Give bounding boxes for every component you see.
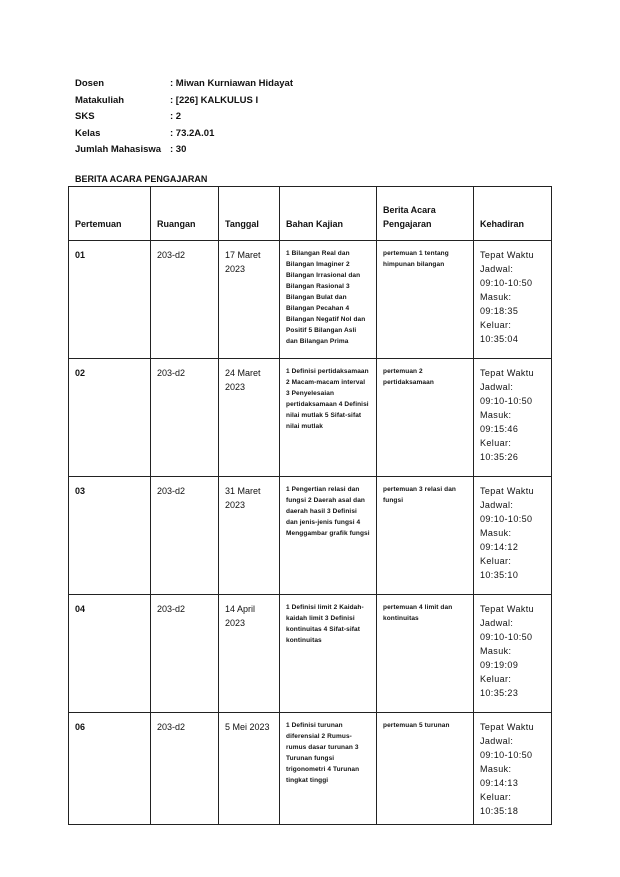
cell-berita-acara: pertemuan 5 turunan: [377, 713, 474, 825]
kehadiran-jadwal: 09:10-10:50: [480, 278, 533, 288]
kehadiran-keluar: 10:35:23: [480, 688, 519, 698]
kehadiran-masuk: 09:15:46: [480, 424, 519, 434]
kelas-label: Kelas: [75, 127, 101, 139]
sks-label: SKS: [75, 111, 95, 122]
kehadiran-masuk: 09:19:09: [480, 660, 519, 670]
kehadiran-masuk: 09:14:12: [480, 542, 519, 552]
header-ruangan: Ruangan: [151, 187, 219, 241]
kehadiran-jadwal: 09:10-10:50: [480, 750, 533, 760]
kehadiran-keluar: 10:35:26: [480, 452, 519, 462]
kehadiran-jadwal-label: Jadwal:: [480, 382, 514, 392]
kehadiran-status: Tepat Waktu: [480, 486, 535, 496]
dosen-label: Dosen: [75, 78, 105, 89]
matakuliah-label: Matakuliah: [75, 94, 125, 106]
cell-pertemuan: 04: [69, 595, 151, 713]
cell-ruangan: 203-d2: [151, 595, 219, 713]
section-title: BERITA ACARA PENGAJARAN: [75, 174, 208, 184]
header-tanggal: Tanggal: [219, 187, 280, 241]
kehadiran-jadwal: 09:10-10:50: [480, 514, 533, 524]
kehadiran-jadwal-label: Jadwal:: [480, 618, 514, 628]
cell-berita-acara: pertemuan 2 pertidaksamaan: [377, 359, 474, 477]
kehadiran-jadwal-label: Jadwal:: [480, 264, 514, 274]
cell-pertemuan: 03: [69, 477, 151, 595]
cell-pertemuan: 01: [69, 241, 151, 359]
info-row-dosen: [75, 76, 293, 93]
kehadiran-jadwal-label: Jadwal:: [480, 736, 514, 746]
jumlah-label: Jumlah Mahasiswa: [75, 144, 162, 155]
cell-berita-acara: pertemuan 1 tentang himpunan bilangan: [377, 241, 474, 359]
jumlah-value: : 30: [170, 144, 187, 155]
table-row: [69, 241, 552, 359]
cell-pertemuan: 06: [69, 713, 151, 825]
kehadiran-jadwal: 09:10-10:50: [480, 632, 533, 642]
cell-pertemuan: 02: [69, 359, 151, 477]
kehadiran-masuk: 09:18:35: [480, 306, 519, 316]
cell-kehadiran: [474, 713, 552, 825]
cell-tanggal: 17 Maret 2023: [219, 241, 280, 359]
table-row: [69, 713, 552, 825]
cell-ruangan: 203-d2: [151, 241, 219, 359]
cell-ruangan: 203-d2: [151, 713, 219, 825]
kehadiran-masuk: 09:14:13: [480, 778, 519, 788]
kehadiran-masuk-label: Masuk:: [480, 764, 512, 774]
kehadiran-keluar: 10:35:04: [480, 334, 519, 344]
matakuliah-value: : [226] KALKULUS I: [170, 94, 259, 106]
header-berita-acara: Berita Acara Pengajaran: [377, 187, 474, 241]
cell-kehadiran: [474, 477, 552, 595]
info-row-matakuliah: [75, 93, 293, 110]
cell-kehadiran: [474, 595, 552, 713]
kehadiran-masuk-label: Masuk:: [480, 528, 512, 538]
kehadiran-keluar-label: Keluar:: [480, 556, 512, 566]
kehadiran-status: Tepat Waktu: [480, 722, 535, 732]
cell-tanggal: 14 April 2023: [219, 595, 280, 713]
dosen-value: : Miwan Kurniawan Hidayat: [170, 78, 293, 89]
table-header-row: [69, 187, 552, 241]
table-row: [69, 359, 552, 477]
info-row-kelas: [75, 126, 293, 143]
kehadiran-masuk-label: Masuk:: [480, 646, 512, 656]
cell-kehadiran: [474, 359, 552, 477]
kehadiran-keluar-label: Keluar:: [480, 792, 512, 802]
cell-tanggal: 5 Mei 2023: [219, 713, 280, 825]
cell-bahan-kajian: 1 Bilangan Real dan Bilangan Imaginer 2 Bilangan Irrasional dan Bilangan Rasional 3 Bilangan Bulat dan Bilangan Pecahan 4 Bilangan Negatif Nol dan Positif 5 Bilangan Asli dan Bilangan Prima: [280, 241, 377, 359]
kehadiran-keluar: 10:35:10: [480, 570, 519, 580]
info-row-jumlah: [75, 142, 293, 159]
header-kehadiran: Kehadiran: [474, 187, 552, 241]
header-bahan-kajian: Bahan Kajian: [280, 187, 377, 241]
cell-bahan-kajian: 1 Definisi pertidaksamaan 2 Macam-macam interval 3 Penyelesaian pertidaksamaan 4 Definisi nilai mutlak 5 Sifat-sifat nilai mutlak: [280, 359, 377, 477]
attendance-table: [68, 186, 552, 825]
cell-tanggal: 31 Maret 2023: [219, 477, 280, 595]
table-row: [69, 477, 552, 595]
cell-ruangan: 203-d2: [151, 477, 219, 595]
kehadiran-keluar-label: Keluar:: [480, 438, 512, 448]
cell-berita-acara: pertemuan 4 limit dan kontinuitas: [377, 595, 474, 713]
table-row: [69, 595, 552, 713]
cell-berita-acara: pertemuan 3 relasi dan fungsi: [377, 477, 474, 595]
cell-ruangan: 203-d2: [151, 359, 219, 477]
kehadiran-jadwal: 09:10-10:50: [480, 396, 533, 406]
sks-value: : 2: [170, 111, 182, 122]
kehadiran-masuk-label: Masuk:: [480, 292, 512, 302]
kehadiran-status: Tepat Waktu: [480, 368, 535, 378]
cell-bahan-kajian: 1 Pengertian relasi dan fungsi 2 Daerah asal dan daerah hasil 3 Definisi dan jenis-jenis fungsi 4 Menggambar grafik fungsi: [280, 477, 377, 595]
kehadiran-status: Tepat Waktu: [480, 250, 535, 260]
cell-kehadiran: [474, 241, 552, 359]
cell-bahan-kajian: 1 Definisi turunan diferensial 2 Rumus-rumus dasar turunan 3 Turunan fungsi trigonometri 4 Turunan tingkat tinggi: [280, 713, 377, 825]
kehadiran-status: Tepat Waktu: [480, 604, 535, 614]
header-pertemuan: Pertemuan: [69, 187, 151, 241]
info-row-sks: [75, 109, 293, 126]
cell-tanggal: 24 Maret 2023: [219, 359, 280, 477]
cell-bahan-kajian: 1 Definisi limit 2 Kaidah-kaidah limit 3 Definisi kontinuitas 4 Sifat-sifat kontinuitas: [280, 595, 377, 713]
kelas-value: : 73.2A.01: [170, 127, 215, 139]
kehadiran-jadwal-label: Jadwal:: [480, 500, 514, 510]
course-info: [75, 76, 293, 159]
kehadiran-keluar-label: Keluar:: [480, 674, 512, 684]
kehadiran-keluar-label: Keluar:: [480, 320, 512, 330]
kehadiran-keluar: 10:35:18: [480, 806, 519, 816]
kehadiran-masuk-label: Masuk:: [480, 410, 512, 420]
